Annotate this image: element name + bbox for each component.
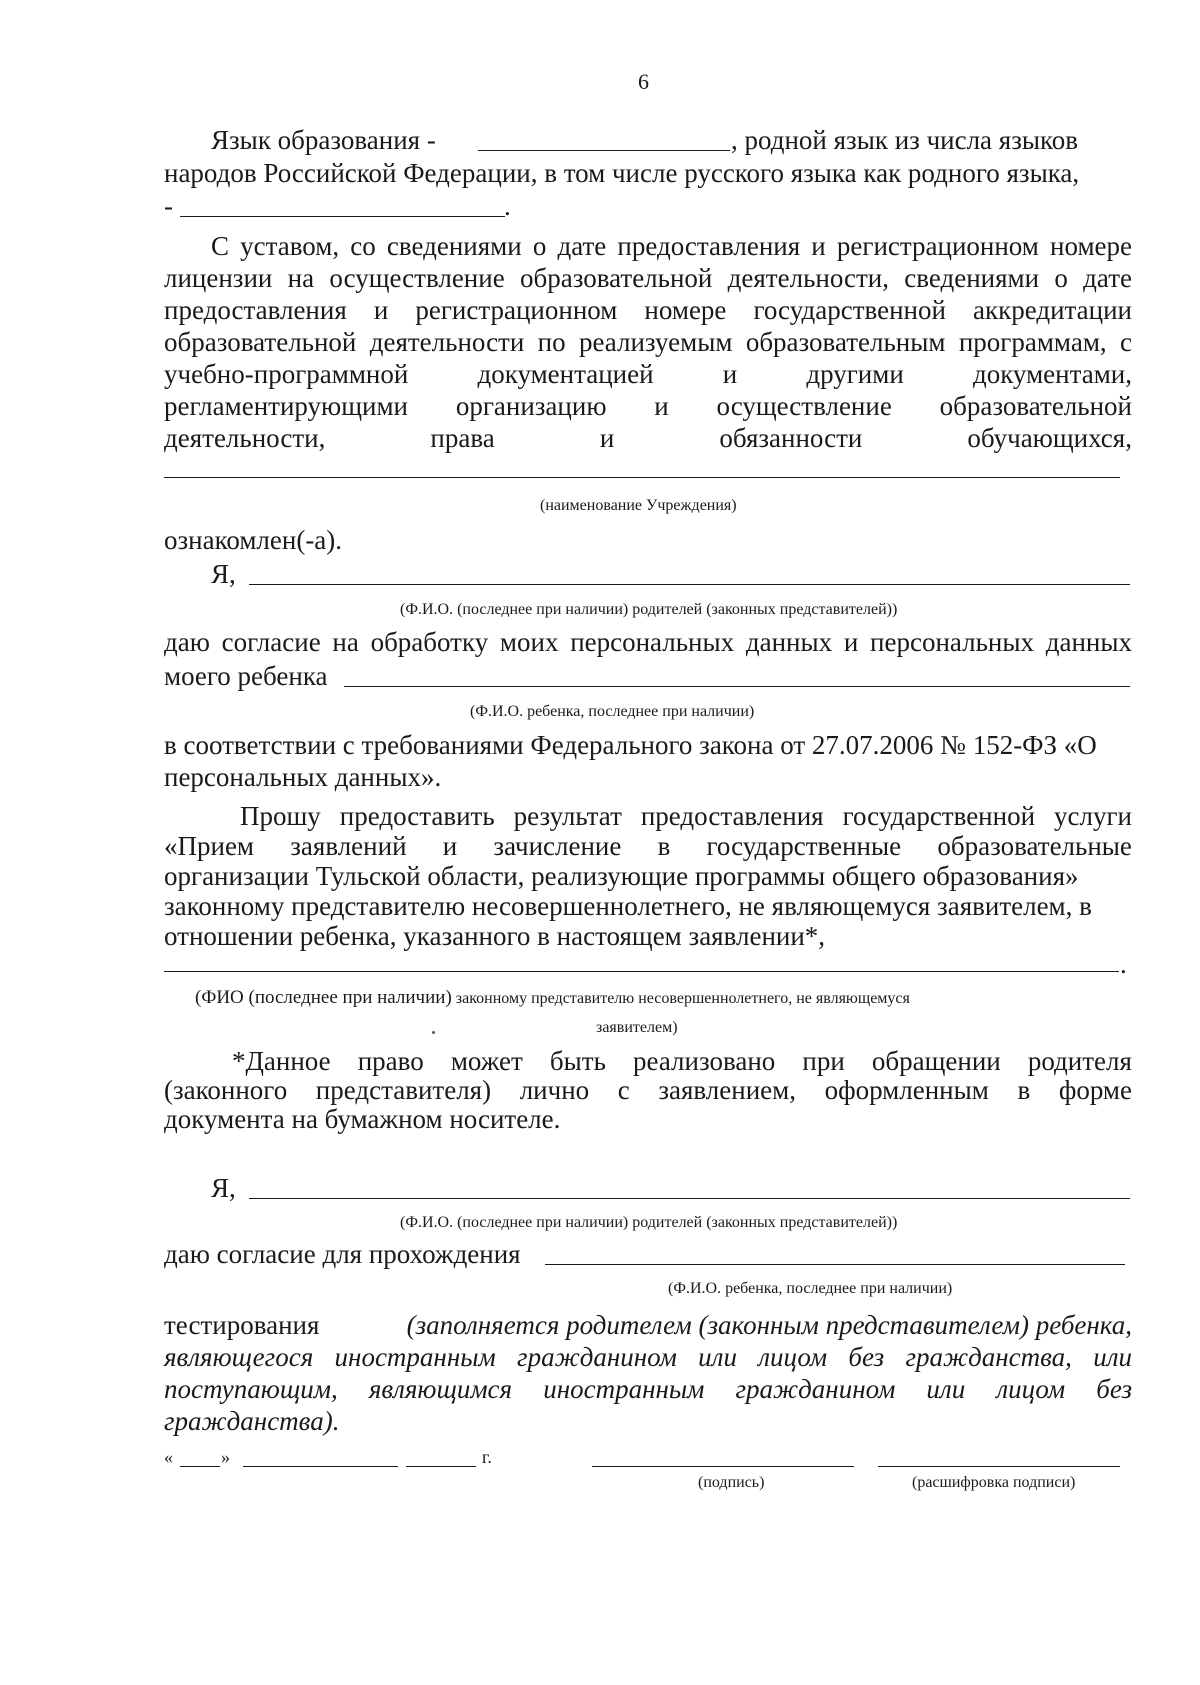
word: обязанности (719, 423, 863, 453)
language-line2: народов Российской Федерации, в том числе русского языка как родного языка, (164, 158, 1080, 188)
word: заявлением, (658, 1075, 796, 1105)
parent-name-caption: (Ф.И.О. (последнее при наличии) родителей (законных представителей)) (400, 601, 898, 618)
testing-child-caption: (Ф.И.О. ребенка, последнее при наличии) (668, 1280, 953, 1297)
native-language-input-line[interactable] (180, 216, 505, 217)
word: иностранным (543, 1374, 705, 1404)
word: осуществление (716, 391, 892, 421)
testing-consent-line1: даю согласие для прохождения (164, 1239, 521, 1269)
request-line5: отношении ребенка, указанного в настоящем заявлении*, (164, 921, 826, 951)
testing-i-label: Я, (211, 1173, 236, 1203)
date-year-line[interactable] (406, 1466, 476, 1467)
testing-word: тестирования (164, 1310, 320, 1340)
word: учебно-программной (164, 359, 409, 389)
word: *Данное (232, 1046, 331, 1076)
word: право (357, 1046, 424, 1076)
word: в (657, 831, 671, 861)
native-language-label: , родной язык из числа языков (731, 125, 1079, 155)
acquainted-text: ознакомлен(-а). (164, 525, 343, 555)
date-month-line[interactable] (243, 1466, 398, 1467)
charter-line4: образовательной деятельности по реализуемым образовательным программам, с (164, 327, 1132, 357)
word: заявлений (290, 831, 407, 861)
word: государственные (706, 831, 902, 861)
word: с (617, 1075, 630, 1105)
word: образовательные (937, 831, 1132, 861)
word: образовательной (939, 391, 1132, 421)
decode-caption: (расшифровка подписи) (912, 1474, 1076, 1491)
word: документами, (972, 359, 1132, 389)
word: обучающихся, (967, 423, 1132, 453)
word: реализовано (633, 1046, 776, 1076)
representative-caption-line2: заявителем) (596, 1019, 678, 1036)
testing-italic2: являющегося иностранным гражданином или лицом без гражданства, или (164, 1342, 1132, 1372)
request-line3: организации Тульской области, реализующие программы общего образования» (164, 861, 1079, 891)
stray-dot (432, 1031, 435, 1034)
signature-caption: (подпись) (698, 1474, 765, 1491)
word: может (450, 1046, 523, 1076)
word: при (802, 1046, 845, 1076)
consent-i-label: Я, (211, 559, 236, 589)
testing-italic1: (заполняется родителем (законным представителем) ребенка, (406, 1310, 1132, 1340)
language-label: Язык образования - (211, 125, 436, 155)
charter-line6 (164, 390, 1132, 422)
child-name-input-line[interactable] (344, 686, 1130, 687)
representative-caption-rest: законному представителю несовершеннолетнего, не являющемуся (451, 990, 910, 1007)
date-year-suffix: г. (482, 1447, 492, 1467)
charter-line7 (164, 422, 1132, 454)
word: являющимся (368, 1374, 513, 1404)
note-line3: документа на бумажном носителе. (164, 1104, 561, 1134)
institution-caption: (наименование Учреждения) (540, 497, 737, 514)
word: права (430, 423, 495, 453)
note-line2 (164, 1074, 1132, 1106)
language-input-line[interactable] (478, 150, 730, 151)
representative-line-dot: . (1120, 949, 1127, 979)
date-quote-open: « (164, 1447, 173, 1467)
word: лично (519, 1075, 590, 1105)
word: форме (1058, 1075, 1132, 1105)
page-number: 6 (638, 69, 649, 94)
word: и (654, 391, 669, 421)
request-line1: Прошу предоставить результат предоставления государственной услуги (240, 801, 1132, 831)
institution-input-line[interactable] (164, 477, 1120, 478)
word: гражданином (735, 1374, 896, 1404)
word: (законного (164, 1075, 288, 1105)
law-line1: в соответствии с требованиями Федерального закона от 27.07.2006 № 152-ФЗ «О (164, 730, 1097, 760)
word: деятельности, (164, 423, 326, 453)
request-line2 (164, 830, 1132, 862)
testing-parent-caption: (Ф.И.О. (последнее при наличии) родителей (законных представителей)) (400, 1214, 898, 1231)
word: лицом (996, 1374, 1066, 1404)
note-line1 (232, 1045, 1132, 1077)
consent-line2: моего ребенка (164, 661, 328, 691)
charter-line3: предоставления и регистрационном номере государственной аккредитации (164, 295, 1132, 325)
charter-line5 (164, 358, 1132, 390)
word: зачисление (493, 831, 622, 861)
date-quote-close: » (221, 1447, 230, 1467)
word: организацию (455, 391, 607, 421)
word: или (926, 1374, 966, 1404)
consent-line1: даю согласие на обработку моих персональных данных и персональных данных (164, 627, 1132, 657)
representative-caption-main: (ФИО (последнее при наличии) (195, 987, 452, 1008)
word: и (722, 359, 738, 389)
word: оформленным (824, 1075, 989, 1105)
child-name-caption: (Ф.И.О. ребенка, последнее при наличии) (470, 703, 755, 720)
word: без (1096, 1374, 1132, 1404)
word: обращении (871, 1046, 1001, 1076)
word: быть (549, 1046, 606, 1076)
testing-italic3 (164, 1373, 1132, 1405)
charter-line2: лицензии на осуществление образовательной деятельности, сведениями о дате (164, 263, 1132, 293)
representative-caption (195, 988, 910, 1009)
parent-name-input-line[interactable] (249, 584, 1130, 585)
word: родителя (1027, 1046, 1132, 1076)
charter-line1: С уставом, со сведениями о дате предоставления и регистрационном номере (211, 231, 1132, 261)
language-dash: - (164, 191, 173, 221)
word: регламентирующими (164, 391, 409, 421)
word: другими (806, 359, 904, 389)
testing-italic4: гражданства). (164, 1406, 340, 1436)
word: документацией (477, 359, 654, 389)
testing-line1 (164, 1309, 1132, 1341)
signature-decode-line[interactable] (878, 1466, 1120, 1467)
date-day-line[interactable] (180, 1466, 220, 1467)
word: поступающим, (164, 1374, 338, 1404)
word: в (1017, 1075, 1031, 1105)
word: «Прием (164, 831, 255, 861)
representative-name-input-line[interactable] (164, 971, 1119, 972)
testing-parent-name-input-line[interactable] (249, 1198, 1130, 1199)
word: представителя) (315, 1075, 492, 1105)
signature-line[interactable] (592, 1466, 854, 1467)
law-line2: персональных данных». (164, 762, 442, 792)
word: и (442, 831, 458, 861)
request-line4: законному представителю несовершеннолетнего, не являющемуся заявителем, в (164, 891, 1092, 921)
testing-child-name-input-line[interactable] (545, 1264, 1125, 1265)
word: и (599, 423, 615, 453)
language-period: . (504, 191, 511, 221)
